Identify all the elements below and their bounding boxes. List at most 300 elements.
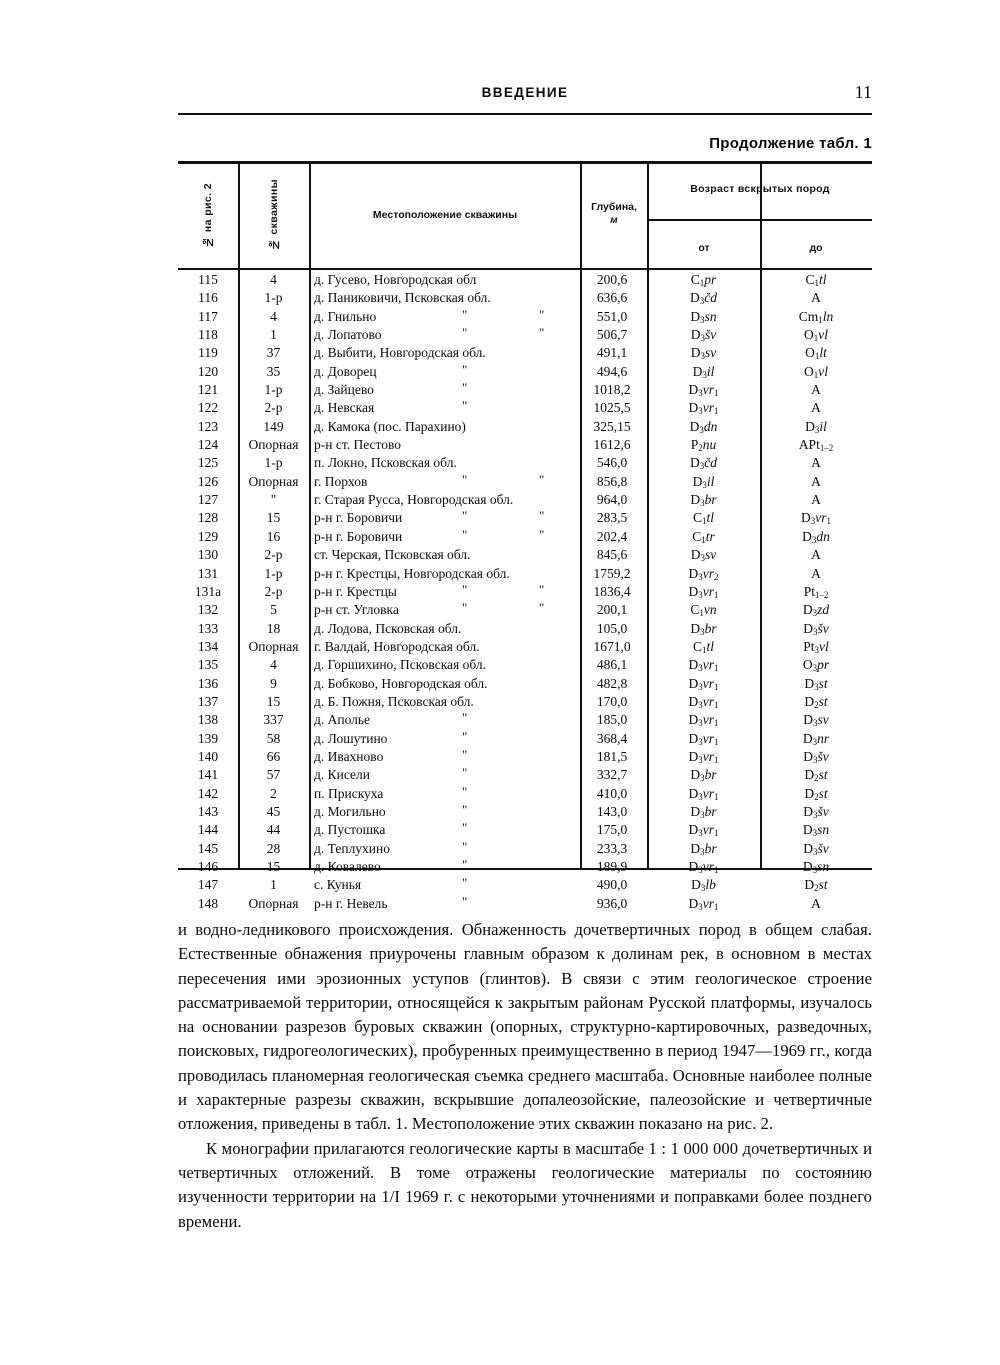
header-rule xyxy=(178,113,872,115)
place-name: р-н ст. Пестово xyxy=(314,437,402,453)
cell-number-on-figure: 147 xyxy=(197,877,219,893)
column-header-age-to: до xyxy=(809,242,823,254)
cell-well-number: Опорная xyxy=(248,473,299,489)
cell-place xyxy=(314,785,576,803)
cell-age-from: $D_3sn$ xyxy=(690,308,717,325)
cell-well-number: 4 xyxy=(270,308,277,324)
page-title: ВВЕДЕНИЕ xyxy=(481,85,569,100)
cell-age-from: $D_3br$ xyxy=(690,767,717,784)
cell-number-on-figure: 127 xyxy=(197,492,219,508)
cell-number-on-figure: 119 xyxy=(198,345,218,361)
cell-depth: 410,0 xyxy=(596,785,628,801)
table-body xyxy=(178,271,872,913)
cell-depth: 845,6 xyxy=(596,547,628,563)
table-row xyxy=(178,271,872,289)
cell-age-to: $D_2st$ xyxy=(804,785,828,802)
table-header-rule xyxy=(178,268,872,270)
ditto-mark: " xyxy=(462,875,468,891)
cell-place xyxy=(314,895,576,913)
cell-number-on-figure: 139 xyxy=(197,730,219,746)
table-row xyxy=(178,436,872,454)
table-row xyxy=(178,418,872,436)
table-row xyxy=(178,656,872,674)
place-name: д. Гнильно xyxy=(314,308,377,324)
body-text xyxy=(178,918,872,1234)
cell-number-on-figure: 132 xyxy=(197,602,219,618)
ditto-mark: " xyxy=(462,801,468,817)
cell-age-from: $D_3vr_1$ xyxy=(688,748,719,765)
cell-age-to: $D_3il$ xyxy=(805,418,827,435)
cell-place xyxy=(314,509,576,527)
cell-well-number: 28 xyxy=(266,840,281,856)
cell-age-to: $D_3st$ xyxy=(804,675,828,692)
cell-place xyxy=(314,748,576,766)
ditto-mark: " xyxy=(462,838,468,854)
table-row xyxy=(178,858,872,876)
place-name: д. Ковалево xyxy=(314,859,381,874)
ditto-mark: " xyxy=(462,710,468,726)
cell-well-number: 15 xyxy=(266,510,281,526)
place-name: д. Б. Пожня, Псковская обл. xyxy=(314,693,474,709)
place-name: д. Гусево, Новгородская обл xyxy=(314,272,477,287)
table-row xyxy=(178,785,872,803)
place-name: д. Лодова, Псковская обл. xyxy=(314,620,462,636)
place-name: р-н г. Боровичи xyxy=(314,528,403,544)
cell-age-from: $D_3vr_1$ xyxy=(688,730,719,747)
table-row xyxy=(178,675,872,693)
cell-age-from: $D_3vr_2$ xyxy=(688,565,719,582)
cell-well-number: 15 xyxy=(266,859,281,874)
cell-number-on-figure: 117 xyxy=(198,308,218,324)
table-row xyxy=(178,454,872,472)
table-row xyxy=(178,730,872,748)
cell-age-from: $D_3vr_1$ xyxy=(688,382,719,399)
cell-depth: 506,7 xyxy=(596,327,628,343)
place-name: д. Аполье xyxy=(314,712,371,728)
cell-place xyxy=(314,565,576,583)
cell-age-from: $D_3vr_1$ xyxy=(688,400,719,417)
cell-age-from: $D_3vr_1$ xyxy=(688,822,719,839)
cell-well-number: 4 xyxy=(270,657,277,673)
cell-well-number: 2-р xyxy=(264,583,283,599)
cell-depth: 490,0 xyxy=(596,877,628,893)
cell-depth: 105,0 xyxy=(596,620,628,636)
cell-age-from: $D_3il$ xyxy=(692,473,715,490)
place-name: р-н г. Боровичи xyxy=(314,510,403,526)
ditto-mark: " xyxy=(462,361,468,377)
cell-place xyxy=(314,271,576,289)
table-caption: Продолжение табл. 1 xyxy=(709,135,872,152)
cell-number-on-figure: 116 xyxy=(198,290,218,306)
table-row xyxy=(178,473,872,491)
cell-age-to: A xyxy=(811,290,821,306)
table-row xyxy=(178,711,872,729)
ditto-mark: " xyxy=(539,581,545,597)
cell-age-from: $D_3čd$ xyxy=(690,290,717,307)
column-header-age-group: Возраст вскрытых пород xyxy=(690,183,830,195)
cell-depth: 1025,5 xyxy=(593,400,631,416)
cell-number-on-figure: 125 xyxy=(197,455,219,471)
cell-depth: 202,4 xyxy=(596,528,628,544)
place-name: д. Доворец xyxy=(314,363,377,379)
cell-depth: 200,1 xyxy=(596,602,628,618)
cell-age-to: $D_3šv$ xyxy=(803,620,829,637)
cell-age-from: $D_3šv$ xyxy=(690,327,717,343)
place-name: д. Могильно xyxy=(314,803,386,819)
cell-age-to: $O_1vl$ xyxy=(804,363,828,380)
cell-age-from: $C_1tr$ xyxy=(692,528,715,545)
ditto-mark: " xyxy=(462,398,468,414)
cell-age-to: $D_3dn$ xyxy=(802,528,830,545)
cell-age-from: $D_3br$ xyxy=(690,492,717,509)
ditto-mark: " xyxy=(462,728,468,744)
cell-place xyxy=(314,289,576,307)
cell-age-from: $D_3sv$ xyxy=(690,547,717,564)
cell-depth: 546,0 xyxy=(596,455,628,471)
cell-age-to: $D_3sn$ xyxy=(802,859,830,875)
cell-place xyxy=(314,546,576,564)
table-row xyxy=(178,821,872,839)
cell-depth: 283,5 xyxy=(596,510,628,526)
place-name: с. Кунья xyxy=(314,877,362,893)
cell-age-to: APt$_{1-2}$ xyxy=(798,437,834,454)
table-row xyxy=(178,363,872,381)
table-row xyxy=(178,693,872,711)
place-name: г. Валдай, Новгородская обл. xyxy=(314,638,480,654)
cell-age-from: $D_3br$ xyxy=(690,620,717,637)
cell-place xyxy=(314,436,576,454)
page-number: 11 xyxy=(854,82,872,102)
table-row xyxy=(178,620,872,638)
cell-age-to: $D_3šv$ xyxy=(803,803,829,820)
column-header-depth xyxy=(582,201,646,228)
cell-place xyxy=(314,858,576,876)
cell-number-on-figure: 136 xyxy=(197,675,219,691)
cell-place xyxy=(314,656,576,674)
cell-age-to: A xyxy=(811,565,821,581)
cell-place xyxy=(314,876,576,894)
cell-age-from: $C_1tl$ xyxy=(693,638,714,655)
column-header-age-from: от xyxy=(698,242,710,254)
cell-depth: 368,4 xyxy=(596,730,628,746)
place-name: п. Локно, Псковская обл. xyxy=(314,455,457,471)
place-name: д. Зайцево xyxy=(314,382,374,398)
table-row xyxy=(178,803,872,821)
table-top-rule xyxy=(178,161,872,164)
cell-place xyxy=(314,491,576,509)
ditto-mark: " xyxy=(462,600,468,616)
cell-age-to: A xyxy=(811,895,821,911)
ditto-mark: " xyxy=(462,306,468,322)
cell-number-on-figure: 120 xyxy=(197,363,219,379)
cell-age-from: $D_3br$ xyxy=(690,840,717,857)
place-name: д. Невская xyxy=(314,400,375,416)
place-name: р-н г. Крестцы xyxy=(314,583,397,599)
cell-well-number: 5 xyxy=(270,602,277,618)
cell-age-to: $Pt_{1-2}$ xyxy=(803,583,829,600)
ditto-mark: " xyxy=(462,746,468,762)
cell-well-number: 18 xyxy=(266,620,281,636)
cell-age-from: $D_3lb$ xyxy=(691,877,716,894)
cell-place xyxy=(314,399,576,417)
cell-age-from: $D_3vr_1$ xyxy=(688,785,719,802)
table-row xyxy=(178,583,872,601)
place-name: д. Лошутино xyxy=(314,730,388,746)
cell-place xyxy=(314,840,576,858)
cell-age-from: $P_2nu$ xyxy=(690,437,717,454)
cell-well-number: 337 xyxy=(263,712,284,728)
cell-age-to: A xyxy=(811,492,821,508)
cell-number-on-figure: 134 xyxy=(197,638,219,654)
cell-place xyxy=(314,381,576,399)
cell-well-number: " xyxy=(270,492,277,508)
table-row xyxy=(178,895,872,913)
depth-label: Глубина, xyxy=(591,201,637,213)
ditto-mark: " xyxy=(462,471,468,487)
cell-place xyxy=(314,638,576,656)
table-row xyxy=(178,491,872,509)
cell-place xyxy=(314,583,576,601)
cell-number-on-figure: 124 xyxy=(197,437,219,453)
cell-age-from: $D_3vr_1$ xyxy=(688,895,719,912)
place-name: р-н ст. Угловка xyxy=(314,602,399,618)
cell-well-number: 1 xyxy=(270,877,277,893)
cell-depth: 185,0 xyxy=(596,712,628,728)
running-head xyxy=(178,82,872,107)
column-header-num-on-figure: № на рис. 2 xyxy=(202,182,214,248)
cell-age-to: $D_3vr_1$ xyxy=(801,510,831,527)
cell-number-on-figure: 142 xyxy=(197,785,219,801)
cell-place xyxy=(314,308,576,326)
cell-age-to: $O_1vl$ xyxy=(804,327,828,343)
cell-depth: 486,1 xyxy=(596,657,628,673)
cell-depth: 325,15 xyxy=(593,418,631,434)
cell-well-number: 35 xyxy=(266,363,281,379)
place-name: г. Старая Русса, Новгородская обл. xyxy=(314,492,514,508)
place-name: д. Лопатово xyxy=(314,327,382,343)
cell-number-on-figure: 146 xyxy=(197,859,219,874)
ditto-mark: " xyxy=(539,600,545,616)
cell-age-from: $D_3il$ xyxy=(692,363,715,380)
cell-place xyxy=(314,693,576,711)
cell-depth: 332,7 xyxy=(596,767,628,783)
cell-depth: 1018,2 xyxy=(593,382,631,398)
cell-number-on-figure: 138 xyxy=(197,712,219,728)
cell-number-on-figure: 130 xyxy=(197,547,219,563)
cell-number-on-figure: 115 xyxy=(198,272,218,287)
cell-number-on-figure: 131 xyxy=(197,565,219,581)
place-name: д. Выбити, Новгородская обл. xyxy=(314,345,486,361)
cell-age-to: A xyxy=(811,400,821,416)
table-row xyxy=(178,766,872,784)
cell-depth: 175,0 xyxy=(596,822,628,838)
cell-number-on-figure: 123 xyxy=(197,418,219,434)
column-header-place: Местоположение скважины xyxy=(372,209,518,221)
cell-well-number: 2-р xyxy=(264,400,283,416)
cell-age-from: $D_3vr_1$ xyxy=(688,583,719,600)
ditto-mark: " xyxy=(462,581,468,597)
cell-well-number: 1-р xyxy=(264,290,283,306)
table-row xyxy=(178,308,872,326)
place-name: д. Паниковичи, Псковская обл. xyxy=(314,290,491,306)
cell-age-from: $D_3br$ xyxy=(690,803,717,820)
table-row xyxy=(178,546,872,564)
cell-well-number: Опорная xyxy=(248,638,299,654)
paragraph-2: К монографии прилагаются геологические карты в масштабе 1 : 1 000 000 дочетвертичных и четвертичных отложений. В томе отражены геологические материалы по состоянию изученности территории на 1/I 1969 г. с некоторыми уточнениями и поправками более позднего времени. xyxy=(178,1138,872,1231)
cell-depth: 551,0 xyxy=(596,308,628,324)
cell-age-to: $Pt_3vl$ xyxy=(803,638,829,655)
cell-number-on-figure: 126 xyxy=(197,473,219,489)
cell-number-on-figure: 131а xyxy=(194,583,222,599)
ditto-mark: " xyxy=(462,857,468,872)
cell-place xyxy=(314,711,576,729)
cell-well-number: 1 xyxy=(270,327,277,343)
table-row xyxy=(178,638,872,656)
ditto-mark: " xyxy=(462,765,468,781)
cell-number-on-figure: 148 xyxy=(197,895,219,911)
place-name: д. Бобково, Новгородская обл. xyxy=(314,675,488,691)
table-row xyxy=(178,748,872,766)
cell-age-to: $D_3nr$ xyxy=(802,730,830,747)
cell-well-number: 1-р xyxy=(264,382,283,398)
cell-place xyxy=(314,601,576,619)
place-name: п. Прискуха xyxy=(314,785,384,801)
place-name: д. Горшихино, Псковская обл. xyxy=(314,657,487,673)
cell-well-number: 4 xyxy=(270,272,277,287)
cell-depth: 170,0 xyxy=(596,693,628,709)
ditto-mark: " xyxy=(539,325,545,341)
place-name: д. Пустошка xyxy=(314,822,386,838)
age-subheader-rule xyxy=(647,219,872,221)
cell-age-from: $D_3vr_1$ xyxy=(688,712,719,729)
cell-age-from: $C_1pr$ xyxy=(690,272,717,288)
cell-number-on-figure: 135 xyxy=(197,657,219,673)
cell-age-to: $O_1lt$ xyxy=(805,345,827,362)
cell-place xyxy=(314,418,576,436)
table-row xyxy=(178,601,872,619)
cell-depth: 936,0 xyxy=(596,895,628,911)
table-row xyxy=(178,344,872,362)
cell-well-number: 37 xyxy=(266,345,281,361)
paragraph-1: и водно-ледникового происхождения. Обнаженность дочетвертичных пород в общем слабая. Естественные обнажения приурочены главным образом к долинам рек, в основном в местах пересечения ими эрозионных уступов (глинтов). В связи с этим геологическое строение рассматриваемой территории, относящейся к закрытым районам Русской платформы, изучалось на основании разрезов буровых скважин (опорных, структурно-картировочных, разведочных, поисковых, гидрогеологических), пробуренных преимущественно в период 1947—1969 гг., когда проводилась планомерная геологическая съемка среднего масштаба. Основные наиболее полные и характерные разрезы скважин, вскрывшие допалеозойские, палеозойские и четвертичные отложения, приведены в табл. 1. Местоположение этих скважин показано на рис. 2. xyxy=(178,920,872,1134)
table-row xyxy=(178,876,872,894)
ditto-mark: " xyxy=(462,526,468,542)
cell-depth: 491,1 xyxy=(596,345,628,361)
cell-age-to: A xyxy=(811,382,821,398)
cell-age-to: $D_2st$ xyxy=(804,767,828,784)
cell-well-number: 16 xyxy=(266,528,281,544)
cell-age-to: $D_3sv$ xyxy=(803,712,829,729)
cell-place xyxy=(314,766,576,784)
cell-age-from: $D_3vr_1$ xyxy=(688,859,719,875)
cell-age-from: $D_3dn$ xyxy=(689,418,718,435)
depth-unit: м xyxy=(610,215,618,227)
cell-depth: 1671,0 xyxy=(593,638,631,654)
cell-depth: 1836,4 xyxy=(593,583,631,599)
ditto-mark: " xyxy=(462,783,468,799)
cell-age-from: $C_1vn$ xyxy=(690,602,717,619)
ditto-mark: " xyxy=(462,380,468,396)
place-name: д. Камока (пос. Парахино) xyxy=(314,418,466,434)
wells-table xyxy=(178,161,872,912)
cell-number-on-figure: 145 xyxy=(197,840,219,856)
cell-age-to: $D_2st$ xyxy=(804,877,828,894)
table-row xyxy=(178,528,872,546)
cell-depth: 233,3 xyxy=(596,840,628,856)
ditto-mark: " xyxy=(462,508,468,524)
cell-place xyxy=(314,821,576,839)
cell-well-number: 58 xyxy=(266,730,281,746)
cell-age-to: $D_2st$ xyxy=(804,693,828,710)
cell-number-on-figure: 137 xyxy=(197,693,219,709)
cell-age-from: $D_3vr_1$ xyxy=(688,675,719,692)
cell-age-to: A xyxy=(811,455,821,471)
cell-well-number: Опорная xyxy=(248,437,299,453)
cell-well-number: 2-р xyxy=(264,547,283,563)
table-row xyxy=(178,509,872,527)
cell-well-number: 2 xyxy=(270,785,277,801)
cell-well-number: Опорная xyxy=(248,895,299,911)
cell-age-to: $D_3zd$ xyxy=(802,602,830,619)
cell-age-from: $D_3čd$ xyxy=(690,455,717,472)
cell-place xyxy=(314,675,576,693)
table-row xyxy=(178,840,872,858)
table-row xyxy=(178,399,872,417)
cell-number-on-figure: 144 xyxy=(197,822,219,838)
cell-number-on-figure: 128 xyxy=(197,510,219,526)
cell-place xyxy=(314,528,576,546)
cell-depth: 856,8 xyxy=(596,473,628,489)
cell-depth: 189,9 xyxy=(596,859,628,874)
place-name: р-н г. Крестцы, Новгородская обл. xyxy=(314,565,510,581)
table-row xyxy=(178,289,872,307)
cell-age-to: $C_1tl$ xyxy=(805,272,827,288)
cell-place xyxy=(314,344,576,362)
cell-depth: 636,6 xyxy=(596,290,628,306)
ditto-mark: " xyxy=(539,306,545,322)
cell-depth: 482,8 xyxy=(596,675,628,691)
cell-age-to: $Cm_1\ln$ xyxy=(798,308,834,325)
cell-age-to: $D_3šv$ xyxy=(803,840,829,857)
cell-place xyxy=(314,326,576,344)
table-row xyxy=(178,565,872,583)
place-name: д. Ивахново xyxy=(314,748,384,764)
ditto-mark: " xyxy=(462,820,468,836)
cell-well-number: 44 xyxy=(266,822,281,838)
cell-well-number: 1-р xyxy=(264,565,283,581)
cell-depth: 1759,2 xyxy=(593,565,631,581)
cell-depth: 494,6 xyxy=(596,363,628,379)
cell-depth: 964,0 xyxy=(596,492,628,508)
place-name: р-н г. Невель xyxy=(314,895,388,911)
cell-place xyxy=(314,363,576,381)
cell-place xyxy=(314,473,576,491)
cell-place xyxy=(314,620,576,638)
cell-age-from: $C_1tl$ xyxy=(693,510,714,527)
cell-place xyxy=(314,803,576,821)
ditto-mark: " xyxy=(462,325,468,341)
cell-depth: 143,0 xyxy=(596,803,628,819)
cell-age-to: A xyxy=(811,547,821,563)
cell-well-number: 9 xyxy=(270,675,277,691)
ditto-mark: " xyxy=(462,893,468,909)
place-name: г. Порхов xyxy=(314,473,368,489)
place-name: ст. Черская, Псковская обл. xyxy=(314,547,471,563)
cell-number-on-figure: 129 xyxy=(197,528,219,544)
column-header-well-number: № скважины xyxy=(268,179,280,251)
cell-depth: 181,5 xyxy=(596,748,628,764)
cell-age-to: $D_3šv$ xyxy=(803,748,829,765)
